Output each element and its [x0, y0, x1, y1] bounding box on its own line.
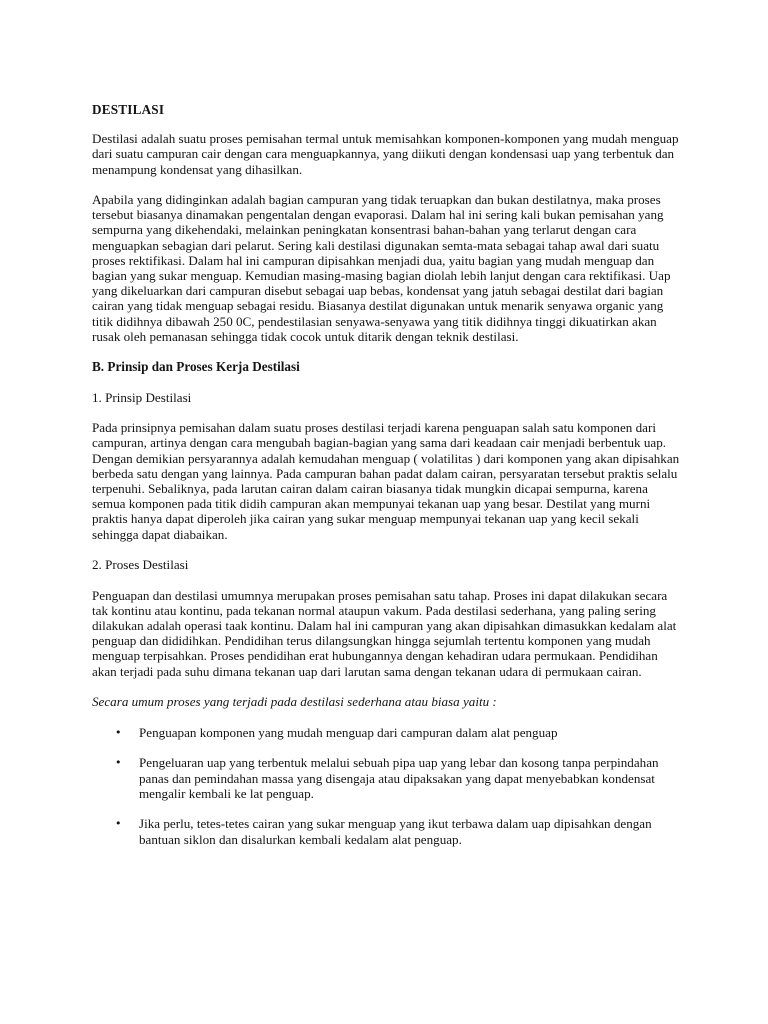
section-b-heading: B. Prinsip dan Proses Kerja Destilasi	[92, 359, 300, 375]
subsection-2-heading: 2. Proses Destilasi	[92, 557, 189, 573]
document-title: DESTILASI	[92, 102, 165, 117]
bullet-icon: •	[115, 817, 122, 831]
intro-paragraph-2: Apabila yang didinginkan adalah bagian campuran yang tidak teruapkan dan bukan destilatnya, maka proses tersebut biasanya dinamakan pengentalan dengan evaporasi. Dalam hal ini sering kali bukan pemisahan yang sempurna yang dikehendaki, melainkan peningkatan konsentrasi bahan-bahan yang terlarut dengan cara menguapkan sebagian dari pelarut. Sering kali destilasi digunakan semta-mata sebagai tahap awal dari suatu proses rektifikasi. Dalam hal ini campuran dipisahkan menjadi dua, yaitu bagian yang mudah menguap dan bagian yang sukar menguap. Kemudian masing-masing bagian diolah lebih lanjut dengan cara rektifikasi. Uap yang dikeluarkan dari campuran disebut sebagai uap bebas, kondensat yang jatuh sebagai destilat dari bagian cairan yang tidak menguap sebagai residu. Biasanya destilat digunakan untuk menarik senyawa organic yang titik didihnya dibawah 250 0C, pendestilasian senyawa-senyawa yang titik didihnya tinggi dikuatirkan akan rusak oleh pemanasan sehingga tidak cocok untuk ditarik dengan teknik destilasi.	[92, 192, 671, 344]
list-item-text: Pengeluaran uap yang terbentuk melalui sebuah pipa uap yang lebar dan kosong tanpa perpindahan panas dan pemindahan massa yang disengaja atau dipaksakan yang dapat menyebabkan kondensat mengalir kembali ke lat penguap.	[139, 755, 659, 801]
list-item-text: Penguapan komponen yang mudah menguap dari campuran dalam alat penguap	[139, 724, 558, 740]
intro-paragraph-1: Destilasi adalah suatu proses pemisahan termal untuk memisahkan komponen-komponen yang mudah menguap dari suatu campuran cair dengan cara menguapkannya, yang diikuti dengan kondensasi uap yang terbentuk dan menampung kondensat yang dihasilkan.	[92, 131, 679, 177]
bullet-icon: •	[115, 756, 122, 770]
subsection-2-paragraph: Penguapan dan destilasi umumnya merupakan proses pemisahan satu tahap. Proses ini dapat dilakukan secara tak kontinu atau kontinu, pada tekanan normal ataupun vakum. Pada destilasi sederhana, yang paling sering dilakukan adalah operasi taak kontinu. Dalam hal ini campuran yang akan dipisahkan dimasukkan kedalam alat penguap dan dididihkan. Pendidihan terus dilangsungkan hingga sejumlah tertentu komponen yang mudah menguap terpisahkan. Proses pendidihan erat hubungannya dengan kehadiran udara permukaan. Pendidihan akan terjadi pada suhu dimana tekanan uap dari larutan sama dengan tekanan udara di permukaan cairan.	[92, 587, 677, 679]
subsection-1-paragraph: Pada prinsipnya pemisahan dalam suatu proses destilasi terjadi karena penguapan salah satu komponen dari campuran, artinya dengan cara mengubah bagian-bagian yang sama dari keadaan cair menjadi berbentuk uap. Dengan demikian persyarannya adalah kemudahan menguap ( volatilitas ) dari komponen yang akan dipisahkan berbeda satu dengan yang lainnya. Pada campuran bahan padat dalam cairan, persyaratan tersebut praktis selalu terpenuhi. Sebaliknya, pada larutan cairan dalam cairan biasanya tidak mungkin dicapai sempurna, karena semua komponen pada titik didih campuran akan mempunyai tekanan uap yang besar. Destilat yang murni praktis hanya dapat diperoleh jika cairan yang sukar menguap mempunyai tekanan uap yang kecil sekali sehingga dapat diabaikan.	[92, 420, 680, 542]
list-item	[92, 816, 682, 846]
bullet-icon: •	[115, 725, 122, 739]
list-item	[92, 725, 682, 740]
process-steps-list	[92, 725, 682, 847]
document-body	[92, 102, 682, 862]
list-item	[92, 755, 682, 801]
subsection-1-heading: 1. Prinsip Destilasi	[92, 389, 192, 405]
list-item-text: Jika perlu, tetes-tetes cairan yang sukar menguap yang ikut terbawa dalam uap dipisahkan dengan bantuan siklon dan disalurkan kembali kedalam alat penguap.	[139, 816, 652, 847]
process-intro-italic: Secara umum proses yang terjadi pada destilasi sederhana atau biasa yaitu :	[92, 693, 497, 709]
